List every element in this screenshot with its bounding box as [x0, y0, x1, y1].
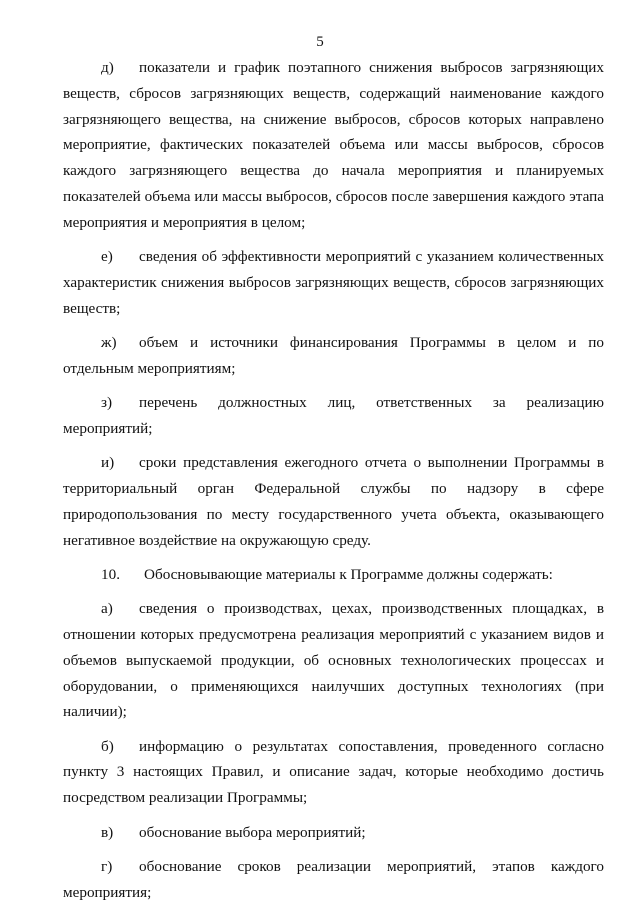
item-text: сведения об эффективности мероприятий с указанием количественных характеристик снижения выбросов загрязняющих веществ, сбросов загрязняющих веществ;	[63, 248, 604, 317]
item-text: сведения о производствах, цехах, производственных площадках, в отношении которых предусмотрена реализация мероприятий с указанием видов и объемов выпускаемой продукции, об основных технологических процессах и оборудовании, о применяющихся наилучших доступных технологиях (при наличии);	[63, 600, 604, 721]
document-body	[63, 55, 604, 914]
item-text: объем и источники финансирования Программы в целом и по отдельным мероприятиям;	[63, 333, 604, 377]
item-g-paragraph	[63, 854, 604, 906]
item-marker: д)	[101, 59, 114, 76]
item-b-paragraph	[63, 734, 604, 811]
item-text: сроки представления ежегодного отчета о выполнении Программы в территориальный орган Федеральной службы по надзору в сфере природопользования по месту государственного учета объекта, оказывающего негативное воздействие на окружающую среду.	[63, 454, 604, 549]
item-text: показатели и график поэтапного снижения выбросов загрязняющих веществ, сбросов загрязняющих веществ, содержащий наименование каждого загрязняющего вещества, на снижение выбросов, сбросов которых направлено мероприятие, фактических показателей объема или массы выбросов, сбросов каждого загрязняющего вещества до начала мероприятия и планируемых показателей объема или массы выбросов, сбросов после завершения каждого этапа мероприятия и мероприятия в целом;	[63, 59, 604, 231]
item-d-paragraph	[63, 55, 604, 236]
item-marker: в)	[101, 823, 114, 841]
item-text: обоснование выбора мероприятий;	[139, 823, 366, 841]
item-v-paragraph	[63, 820, 604, 846]
item-zh-paragraph	[63, 330, 604, 382]
item-z-paragraph	[63, 390, 604, 442]
page-number: 5	[316, 34, 324, 50]
item-marker: и)	[101, 454, 115, 472]
section-text: Обосновывающие материалы к Программе должны содержать:	[144, 565, 553, 583]
item-e-paragraph	[63, 244, 604, 321]
item-a-paragraph	[63, 596, 604, 725]
item-marker: з)	[101, 394, 113, 412]
item-marker: ж)	[101, 333, 117, 351]
item-text: обоснование сроков реализации мероприятий, этапов каждого мероприятия;	[63, 857, 604, 901]
item-i-paragraph	[63, 450, 604, 553]
item-marker: е)	[101, 248, 113, 266]
item-text: перечень должностных лиц, ответственных за реализацию мероприятий;	[63, 394, 604, 437]
item-marker: а)	[101, 600, 113, 618]
section-10-paragraph	[63, 562, 604, 588]
section-number: 10.	[101, 565, 120, 583]
item-text: информацию о результатах сопоставления, проведенного согласно пункту 3 настоящих Правил, и описание задач, которые необходимо достичь посредством реализации Программы;	[63, 737, 604, 807]
item-marker: б)	[101, 737, 114, 755]
item-marker: г)	[101, 857, 113, 875]
